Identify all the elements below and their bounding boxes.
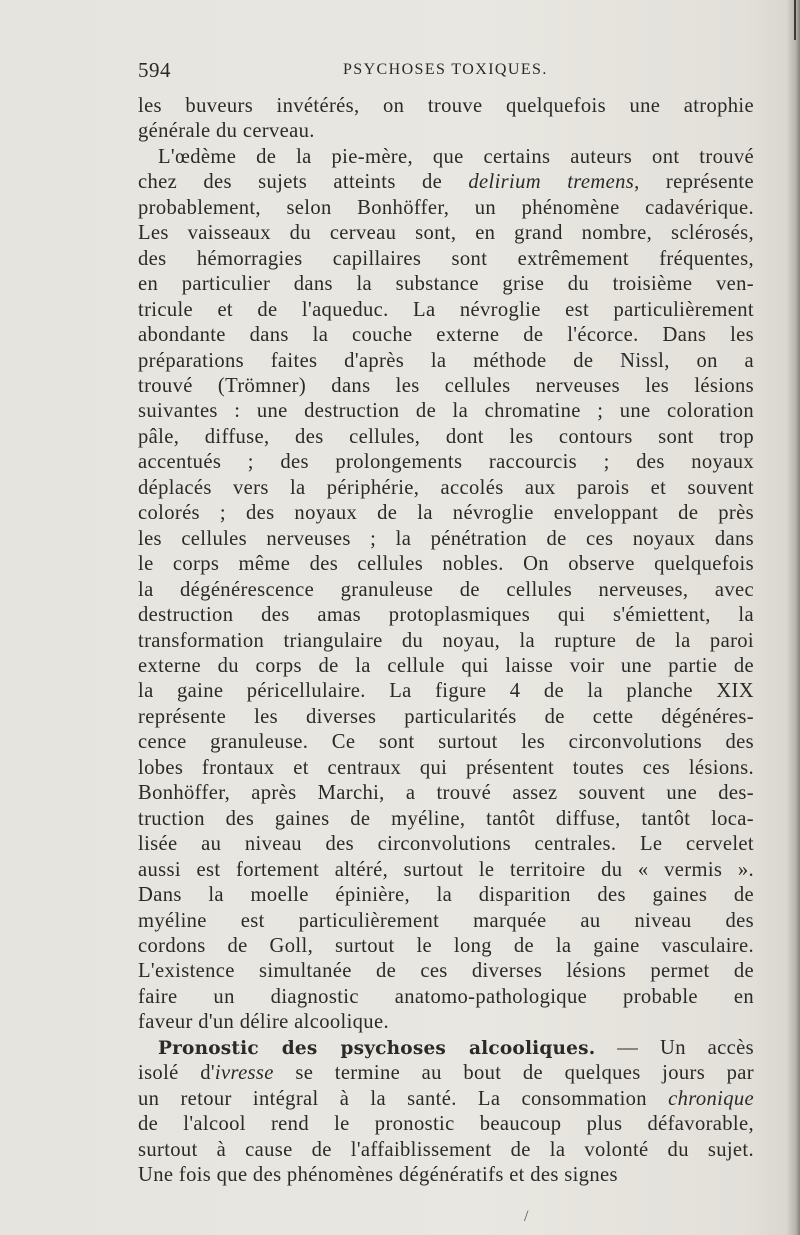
text-line — [138, 247, 754, 272]
text-line — [138, 756, 754, 781]
text-line — [138, 425, 754, 450]
text-line — [138, 705, 754, 730]
text-line — [138, 578, 754, 603]
text-line — [138, 1036, 754, 1061]
text-run: Les vaisseaux du cerveau sont, en grand nombre, sclérosés, — [138, 222, 754, 245]
italic-term: ivresse — [214, 1062, 274, 1085]
text-run: cordons de Goll, surtout le long de la gaine vasculaire. — [138, 934, 754, 957]
text-run: générale du cerveau. — [138, 120, 315, 143]
text-run: des hémorragies capillaires sont extrêmement fréquentes, — [138, 247, 754, 270]
text-run: abondante dans la couche externe de l'écorce. Dans les — [138, 324, 754, 347]
text-run: probablement, selon Bonhöffer, un phénomène cadavérique. — [138, 196, 754, 219]
text-run: de l'alcool rend le pronostic beaucoup plus défavorable, — [138, 1113, 754, 1136]
page-edge-line — [794, 0, 796, 40]
text-line — [138, 1112, 754, 1137]
text-line — [138, 781, 754, 806]
text-line — [138, 603, 754, 628]
text-run: tricule et de l'aqueduc. La névroglie est particulièrement — [138, 298, 754, 321]
text-line — [138, 832, 754, 857]
text-line — [138, 323, 754, 348]
text-line — [138, 1010, 754, 1035]
text-line — [138, 272, 754, 297]
text-run: transformation triangulaire du noyau, la rupture de la paroi — [138, 629, 754, 652]
text-run: aussi est fortement altéré, surtout le territoire du « vermis ». — [138, 858, 754, 881]
page-number: 594 — [138, 58, 171, 82]
text-run: la gaine péricellulaire. La figure 4 de la planche XIX — [138, 680, 754, 703]
text-line — [138, 119, 754, 144]
section-heading: Pronostic des psychoses alcooliques. — [158, 1037, 596, 1059]
text-run: destruction des amas protoplasmiques qui s'émiettent, la — [138, 604, 754, 627]
stray-mark: / — [524, 1208, 529, 1225]
text-run: se termine au bout de quelques jours par — [273, 1062, 754, 1085]
text-line — [138, 145, 754, 170]
text-run: Bonhöffer, après Marchi, a trouvé assez souvent une des- — [138, 782, 754, 805]
text-line — [138, 501, 754, 526]
text-run: lobes frontaux et centraux qui présentent toutes ces lésions. — [138, 756, 754, 779]
text-line — [138, 629, 754, 654]
text-line — [138, 1061, 754, 1086]
text-line — [138, 654, 754, 679]
running-head: PSYCHOSES TOXIQUES. — [343, 61, 548, 78]
text-line — [138, 1163, 754, 1188]
text-run: accentués ; des prolongements raccourcis ; des noyaux — [138, 451, 754, 474]
text-run: surtout à cause de l'affaiblissement de la volonté du sujet. — [138, 1138, 754, 1161]
text-run: L'œdème de la pie-mère, que certains auteurs ont trouvé — [158, 145, 754, 168]
text-line — [138, 959, 754, 984]
text-run: faire un diagnostic anatomo-pathologique probable en — [138, 985, 754, 1008]
text-line — [138, 450, 754, 475]
text-run: Une fois que des phénomènes dégénératifs et des signes — [138, 1164, 618, 1187]
text-line — [138, 1138, 754, 1163]
text-line — [138, 985, 754, 1010]
text-run: déplacés vers la périphérie, accolés aux parois et souvent — [138, 476, 754, 499]
italic-term: chronique — [668, 1087, 754, 1110]
text-line — [138, 527, 754, 552]
text-run: suivantes : une destruction de la chromatine ; une coloration — [138, 400, 754, 423]
text-line — [138, 298, 754, 323]
text-run: chez des sujets atteints de — [138, 171, 469, 194]
text-run: externe du corps de la cellule qui laisse voir une partie de — [138, 654, 754, 677]
text-line — [138, 807, 754, 832]
text-run: en particulier dans la substance grise du troisième ven- — [138, 273, 754, 296]
text-line — [138, 374, 754, 399]
text-run: colorés ; des noyaux de la névroglie enveloppant de près — [138, 502, 754, 525]
text-line — [138, 858, 754, 883]
text-run: les buveurs invétérés, on trouve quelquefois une atrophie — [138, 95, 754, 117]
text-line — [138, 909, 754, 934]
text-line — [138, 170, 754, 195]
text-run: les cellules nerveuses ; la pénétration de ces noyaux dans — [138, 527, 754, 550]
text-line — [138, 399, 754, 424]
text-run: truction des gaines de myéline, tantôt diffuse, tantôt loca- — [138, 807, 754, 830]
text-run: pâle, diffuse, des cellules, dont les contours sont trop — [138, 425, 754, 448]
text-run: préparations faites d'après la méthode de Nissl, on a — [138, 349, 754, 372]
text-line — [138, 934, 754, 959]
text-line — [138, 349, 754, 374]
text-run: le corps même des cellules nobles. On observe quelquefois — [138, 553, 754, 576]
text-line — [138, 221, 754, 246]
text-line — [138, 476, 754, 501]
text-line — [138, 1087, 754, 1112]
text-run: lisée au niveau des circonvolutions centrales. Le cervelet — [138, 833, 754, 856]
text-run: myéline est particulièrement marquée au niveau des — [138, 909, 754, 932]
text-line — [138, 730, 754, 755]
italic-term: delirium tremens — [468, 171, 635, 194]
text-run: isolé d' — [138, 1062, 215, 1085]
text-run: trouvé (Trömner) dans les cellules nerveuses les lésions — [138, 374, 754, 397]
text-line — [138, 883, 754, 908]
text-run: Dans la moelle épinière, la disparition des gaines de — [138, 884, 754, 907]
text-run: L'existence simultanée de ces diverses lésions permet de — [138, 960, 754, 983]
text-line — [138, 679, 754, 704]
text-run: cence granuleuse. Ce sont surtout les circonvolutions des — [138, 731, 754, 754]
text-run: — Un accès — [595, 1036, 755, 1059]
text-run: représente les diverses particularités de cette dégénéres- — [138, 705, 754, 728]
page-header — [138, 58, 768, 88]
text-line — [138, 94, 754, 119]
text-line — [138, 196, 754, 221]
text-run: la dégénérescence granuleuse de cellules nerveuses, avec — [138, 578, 754, 601]
body-text — [138, 94, 754, 1188]
text-line — [138, 552, 754, 577]
page-edge-shadow — [786, 0, 800, 1235]
text-run: , représente — [634, 171, 754, 194]
text-run: faveur d'un délire alcoolique. — [138, 1011, 389, 1034]
text-run: un retour intégral à la santé. La consommation — [138, 1087, 669, 1110]
